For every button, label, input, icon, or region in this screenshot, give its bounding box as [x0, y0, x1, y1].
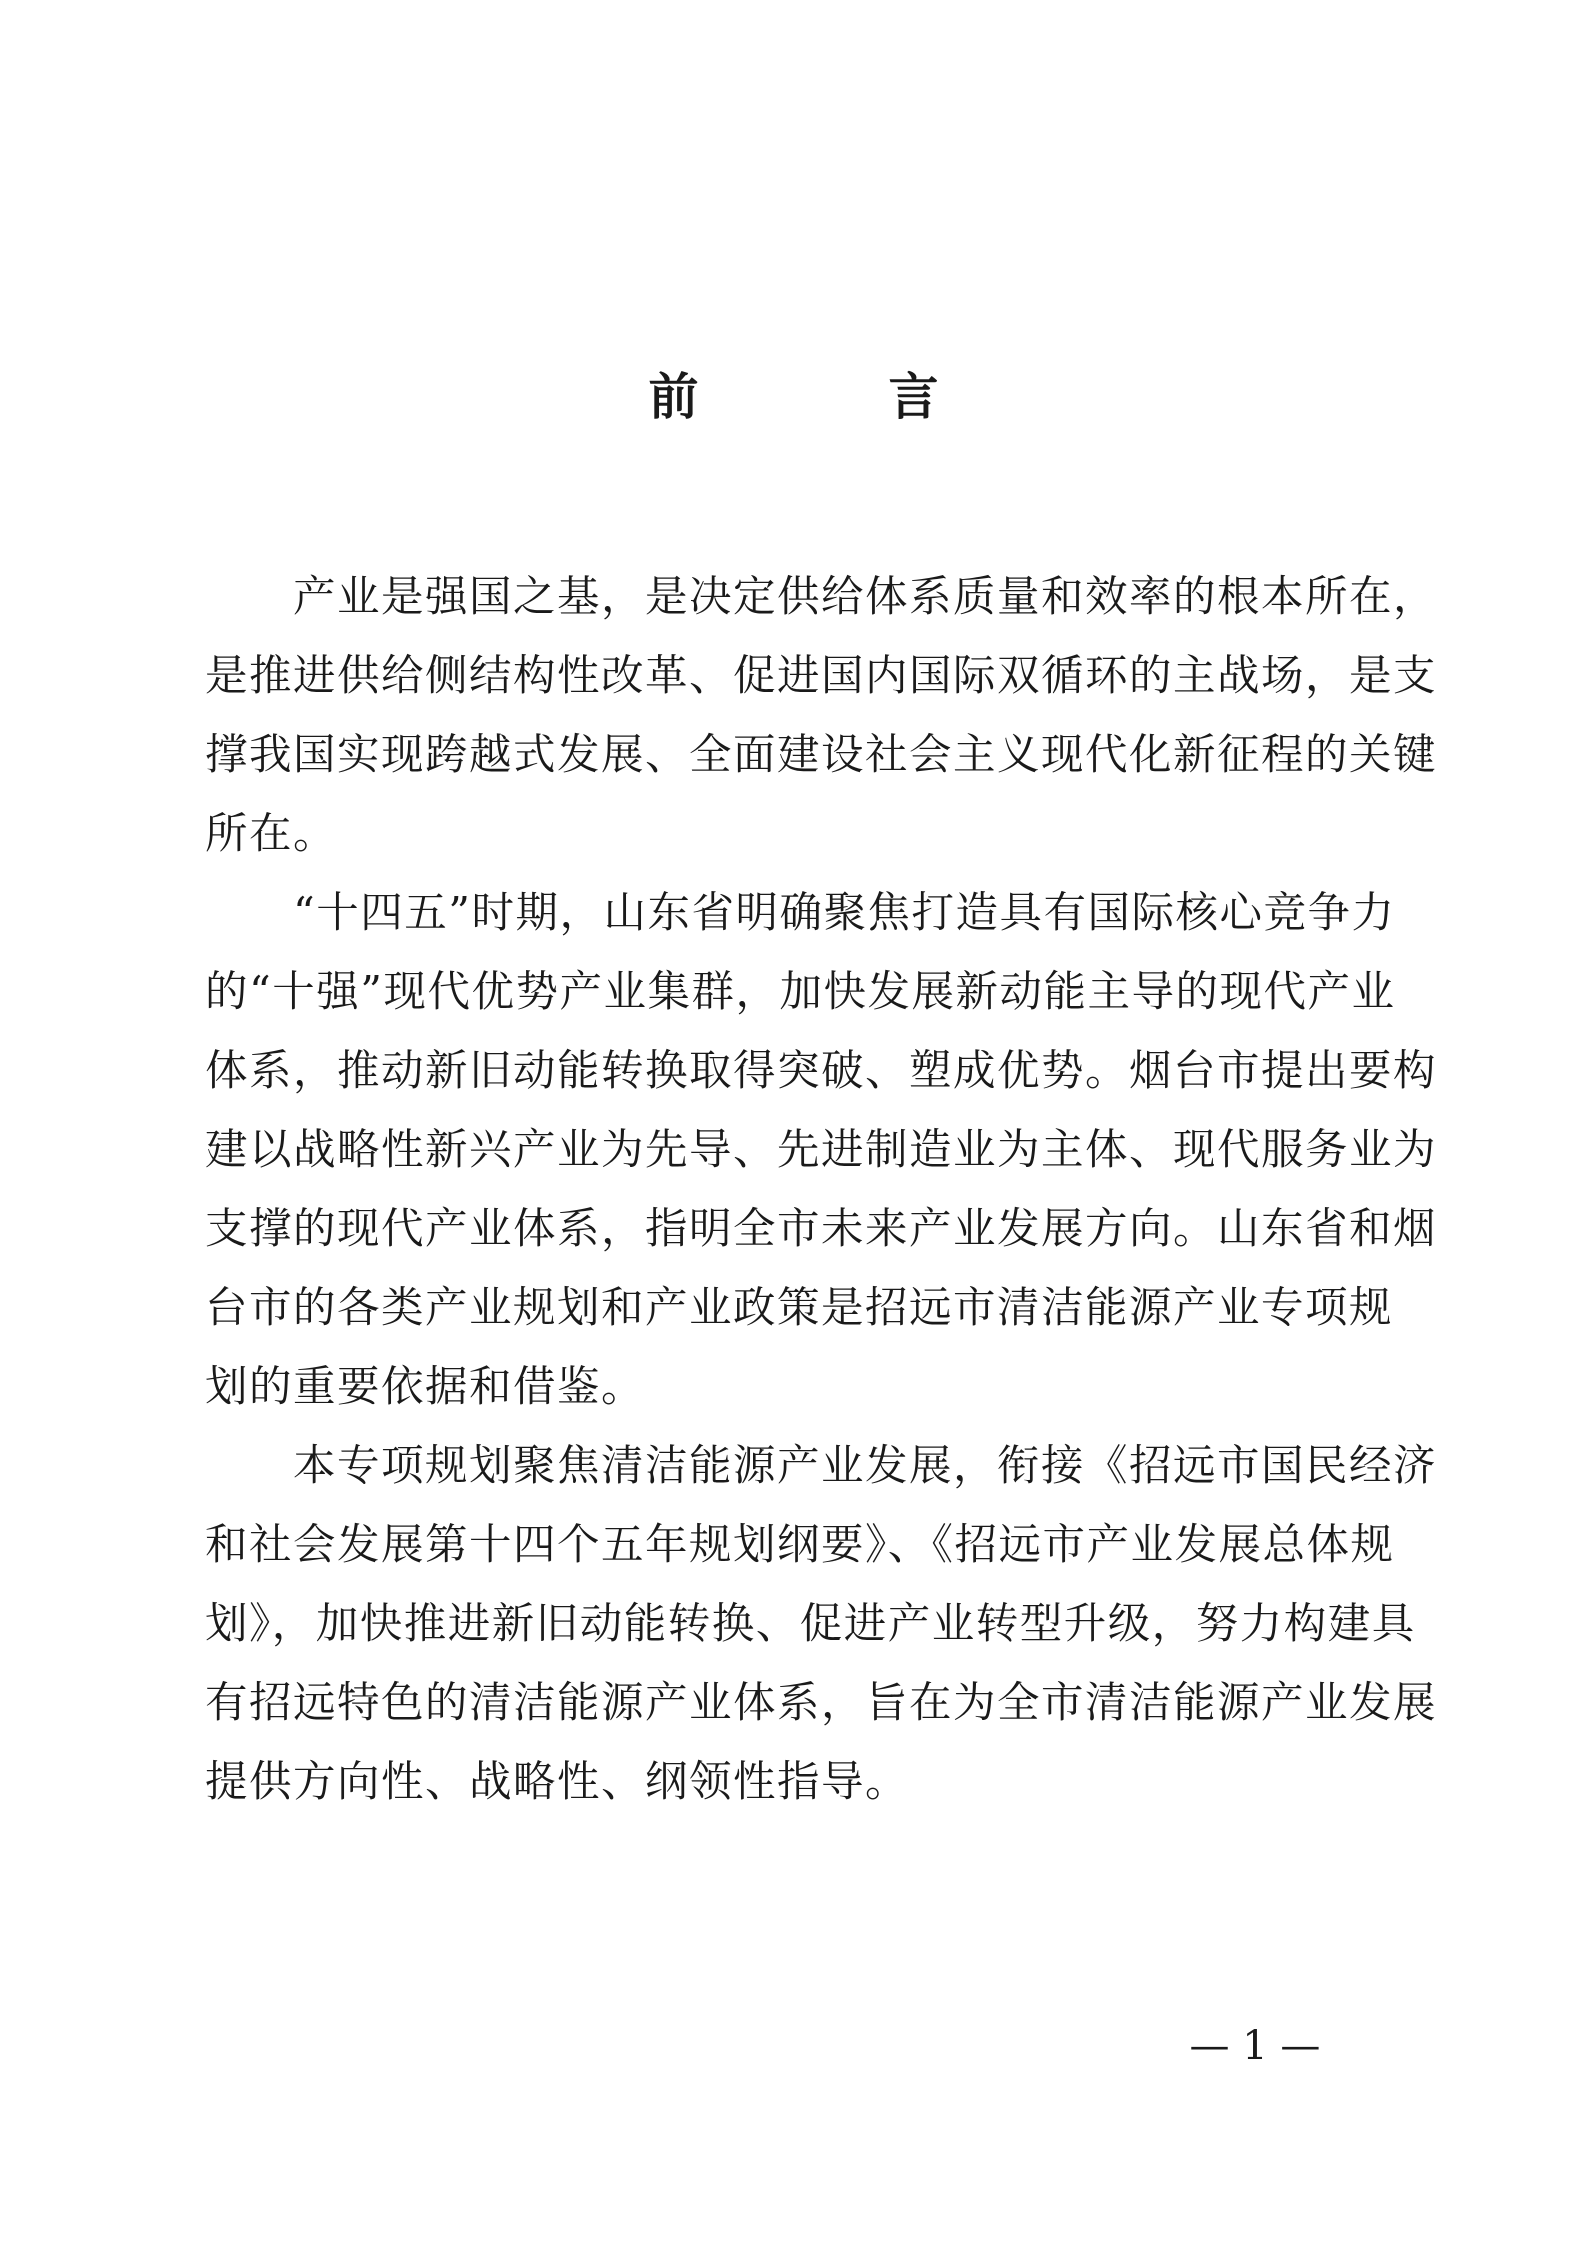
text-line: 划》，加快推进新旧动能转换、促进产业转型升级，努力构建具: [205, 1600, 1416, 1649]
text-line: 的“十强”现代优势产业集群，加快发展新动能主导的现代产业: [205, 968, 1396, 1017]
paragraph-3: [205, 1427, 1438, 1822]
text-line: 体系，推动新旧动能转换取得突破、塑成优势。烟台市提出要构: [205, 1047, 1438, 1096]
text-line: 划的重要依据和借鉴。: [205, 1363, 646, 1412]
paragraph-2: [205, 874, 1438, 1427]
body-text: [205, 558, 1438, 1822]
text-line: 建以战略性新兴产业为先导、先进制造业为主体、现代服务业为: [205, 1126, 1438, 1175]
text-line: 提供方向性、战略性、纲领性指导。: [205, 1758, 910, 1807]
text-line: 台市的各类产业规划和产业政策是招远市清洁能源产业专项规: [205, 1284, 1394, 1333]
page-number: — 1 —: [1189, 2023, 1321, 2069]
text-line: 支撑的现代产业体系，指明全市未来产业发展方向。山东省和烟: [205, 1205, 1438, 1254]
text-line: 产业是强国之基，是决定供给体系质量和效率的根本所在，: [205, 573, 1438, 622]
paragraph-1: [205, 558, 1438, 874]
page-title: 前 言: [648, 367, 1009, 426]
text-line: 和社会发展第十四个五年规划纲要》、《招远市产业发展总体规: [205, 1521, 1395, 1570]
text-line: 本专项规划聚焦清洁能源产业发展，衔接《招远市国民经济: [205, 1442, 1438, 1491]
text-line: 有招远特色的清洁能源产业体系，旨在为全市清洁能源产业发展: [205, 1679, 1438, 1728]
text-line: “十四五”时期，山东省明确聚焦打造具有国际核心竞争力: [205, 889, 1396, 938]
text-line: 撑我国实现跨越式发展、全面建设社会主义现代化新征程的关键: [205, 731, 1438, 780]
text-line: 所在。: [205, 810, 338, 859]
text-line: 是推进供给侧结构性改革、促进国内国际双循环的主战场，是支: [205, 652, 1438, 701]
